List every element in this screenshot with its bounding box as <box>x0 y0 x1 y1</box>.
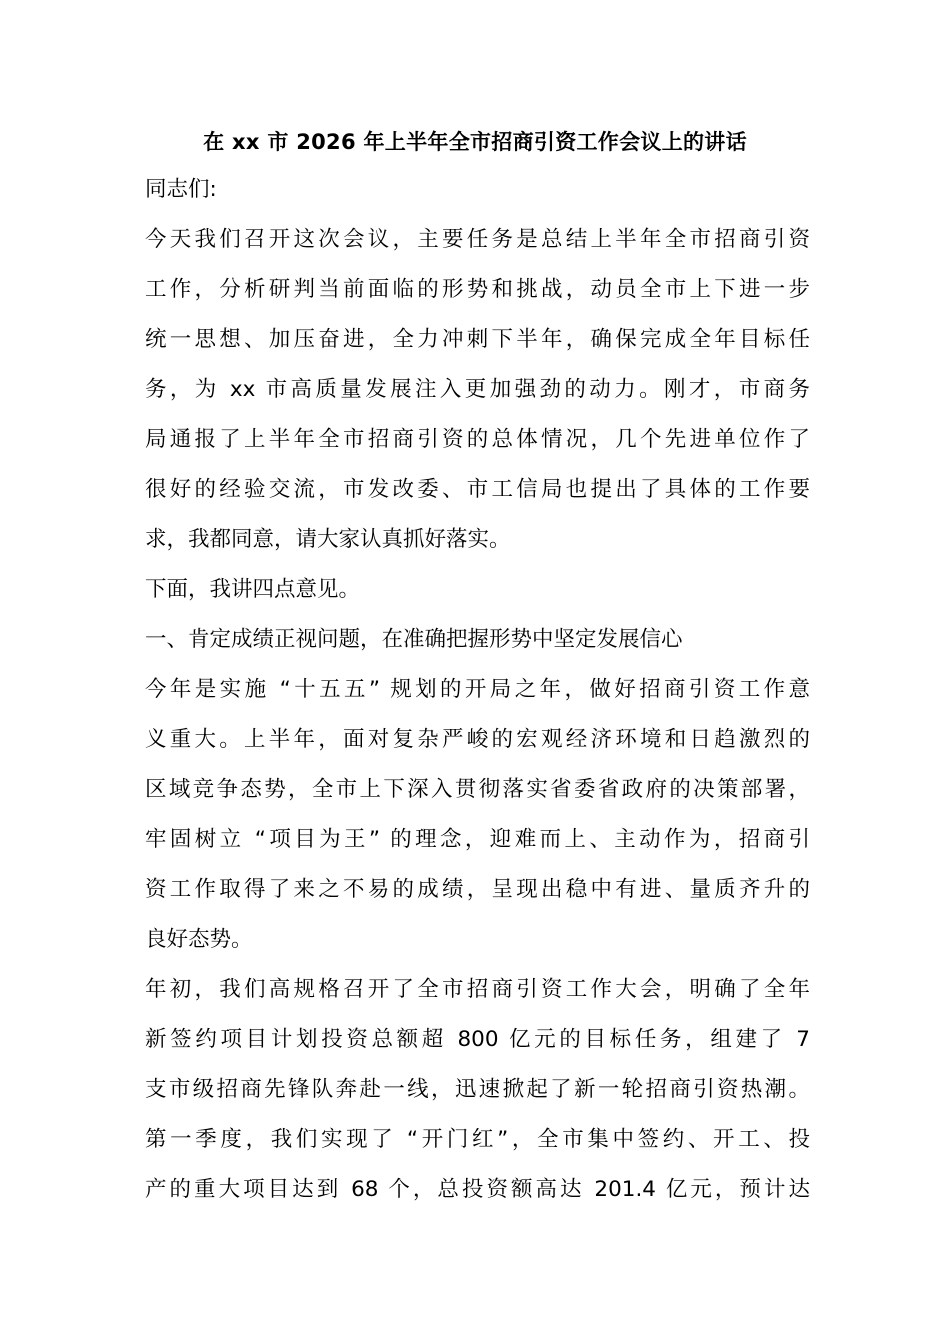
text-line: 一、肯定成绩正视问题，在准确把握形势中坚定发展信心 <box>145 627 683 652</box>
text-line: 支市级招商先锋队奔赴一线，迅速掀起了新一轮招商引资热潮。 <box>145 1077 810 1102</box>
text-line: 牢固树立 “项目为王” 的理念，迎难而上、主动作为，招商引 <box>145 827 810 852</box>
text-line: 区域竞争态势，全市上下深入贯彻落实省委省政府的决策部署， <box>145 777 810 802</box>
text-line: 新签约项目计划投资总额超 800 亿元的目标任务，组建了 7 <box>145 1027 810 1052</box>
text-line: 今年是实施 “十五五” 规划的开局之年，做好招商引资工作意 <box>145 677 810 702</box>
text-line: 良好态势。 <box>145 927 253 952</box>
text-line: 下面，我讲四点意见。 <box>145 577 361 602</box>
text-line: 同志们: <box>145 177 217 202</box>
text-line: 产的重大项目达到 68 个，总投资额高达 201.4 亿元，预计达 <box>145 1177 810 1202</box>
text-line: 工作，分析研判当前面临的形势和挑战，动员全市上下进一步 <box>145 277 810 302</box>
text-line: 很好的经验交流，市发改委、市工信局也提出了具体的工作要 <box>145 477 810 502</box>
text-line: 资工作取得了来之不易的成绩，呈现出稳中有进、量质齐升的 <box>145 877 810 902</box>
text-line: 今天我们召开这次会议，主要任务是总结上半年全市招商引资 <box>145 227 810 252</box>
document-body <box>145 165 810 1215</box>
text-line: 求，我都同意，请大家认真抓好落实。 <box>145 527 511 552</box>
text-line: 统一思想、加压奋进，全力冲刺下半年，确保完成全年目标任 <box>145 327 810 352</box>
text-line: 务，为 xx 市高质量发展注入更加强劲的动力。刚才，市商务 <box>145 377 810 402</box>
text-line: 年初，我们高规格召开了全市招商引资工作大会，明确了全年 <box>145 977 810 1002</box>
text-line: 第一季度，我们实现了 “开门红”，全市集中签约、开工、投 <box>145 1127 810 1152</box>
document-title: 在 xx 市 2026 年上半年全市招商引资工作会议上的讲话 <box>203 130 747 154</box>
text-line: 局通报了上半年全市招商引资的总体情况，几个先进单位作了 <box>145 427 810 452</box>
text-line: 义重大。上半年，面对复杂严峻的宏观经济环境和日趋激烈的 <box>145 727 810 752</box>
